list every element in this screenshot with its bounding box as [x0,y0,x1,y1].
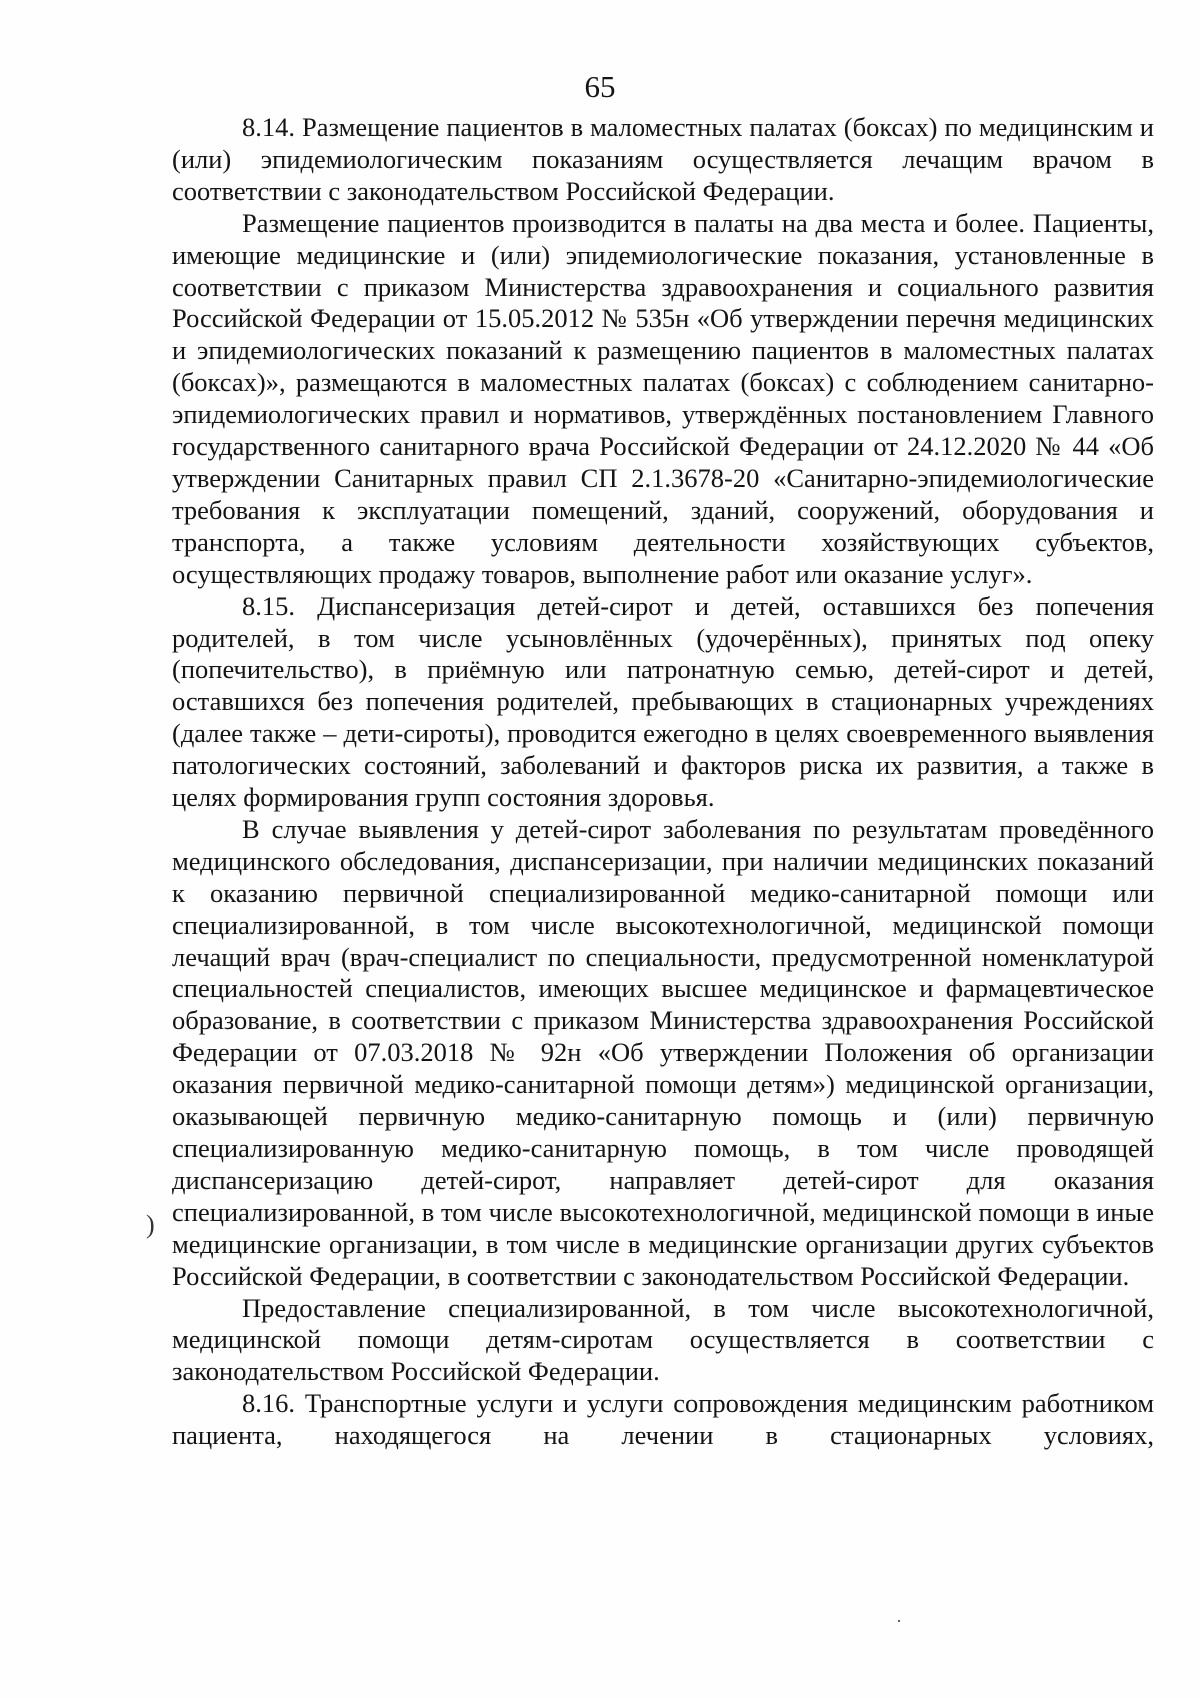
paragraph-orphans-referral: В случае выявления у детей-сирот заболевания по результатам проведённого медицинского обследования, диспансеризации, при наличии медицинских показаний к оказанию первичной специализированной медико-санитарной помощи или специализированной, в том числе высокотехнологичной, медицинской помощи лечащий врач (врач-специалист по специальности, предусмотренной номенклатурой специальностей специалистов, имеющих высшее медицинское и фармацевтическое образование, в соответствии с приказом Министерства здравоохранения Российской Федерации от 07.03.2018 № 92н «Об утверждении Положения об организации оказания первичной медико-санитарной помощи детям») медицинской организации, оказывающей первичную медико-санитарную помощь и (или) первичную специализированную медико-санитарную помощь, в том числе проводящей диспансеризацию детей-сирот, направляет детей-сирот для оказания специализированной, в том числе высокотехнологичной, медицинской помощи в иные медицинские организации, в том числе в медицинские организации других субъектов Российской Федерации, в соответствии с законодательством Российской Федерации. [172,813,1154,1291]
scan-speck: · [896,1611,902,1631]
margin-pen-mark: ) [146,1210,155,1239]
paragraph-8-15: 8.15. Диспансеризация детей-сирот и детей, оставшихся без попечения родителей, в том числе усыновлённых (удочерённых), принятых под опеку (попечительство), в приёмную или патронатную семью, детей-сирот и детей, оставшихся без попечения родителей, пребывающих в стационарных учреждениях (далее также – дети-сироты), проводится ежегодно в целях своевременного выявления патологических состояний, заболеваний и факторов риска их развития, а также в целях формирования групп состояния здоровья. [172,590,1154,813]
paragraph-8-14: 8.14. Размещение пациентов в маломестных палатах (боксах) по медицинским и (или) эпидемиологическим показаниям осуществляется лечащим врачом в соответствии с законодательством Российской Федерации. [172,112,1154,206]
page-number: 65 [584,69,616,104]
paragraph-8-16: 8.16. Транспортные услуги и услуги сопровождения медицинским работником пациента, находящегося на лечении в стационарных условиях, [172,1388,1154,1451]
paragraph-placement: Размещение пациентов производится в палаты на два места и более. Пациенты, имеющие медицинские и (или) эпидемиологические показания, установленные в соответствии с приказом Министерства здравоохранения и социального развития Российской Федерации от 15.05.2012 № 535н «Об утверждении перечня медицинских и эпидемиологических показаний к размещению пациентов в маломестных палатах (боксах)», размещаются в маломестных палатах (боксах) с соблюдением санитарно-эпидемиологических правил и нормативов, утверждённых постановлением Главного государственного санитарного врача Российской Федерации от 24.12.2020 № 44 «Об утверждении Санитарных правил СП 2.1.3678-20 «Санитарно-эпидемиологические требования к эксплуатации помещений, зданий, сооружений, оборудования и транспорта, а также условиям деятельности хозяйствующих субъектов, осуществляющих продажу товаров, выполнение работ или оказание услуг». [172,207,1154,589]
document-body [172,112,1154,1452]
paragraph-high-tech-care: Предоставление специализированной, в том числе высокотехнологичной, медицинской помощи детям-сиротам осуществляется в соответствии с законодательством Российской Федерации. [172,1292,1154,1387]
